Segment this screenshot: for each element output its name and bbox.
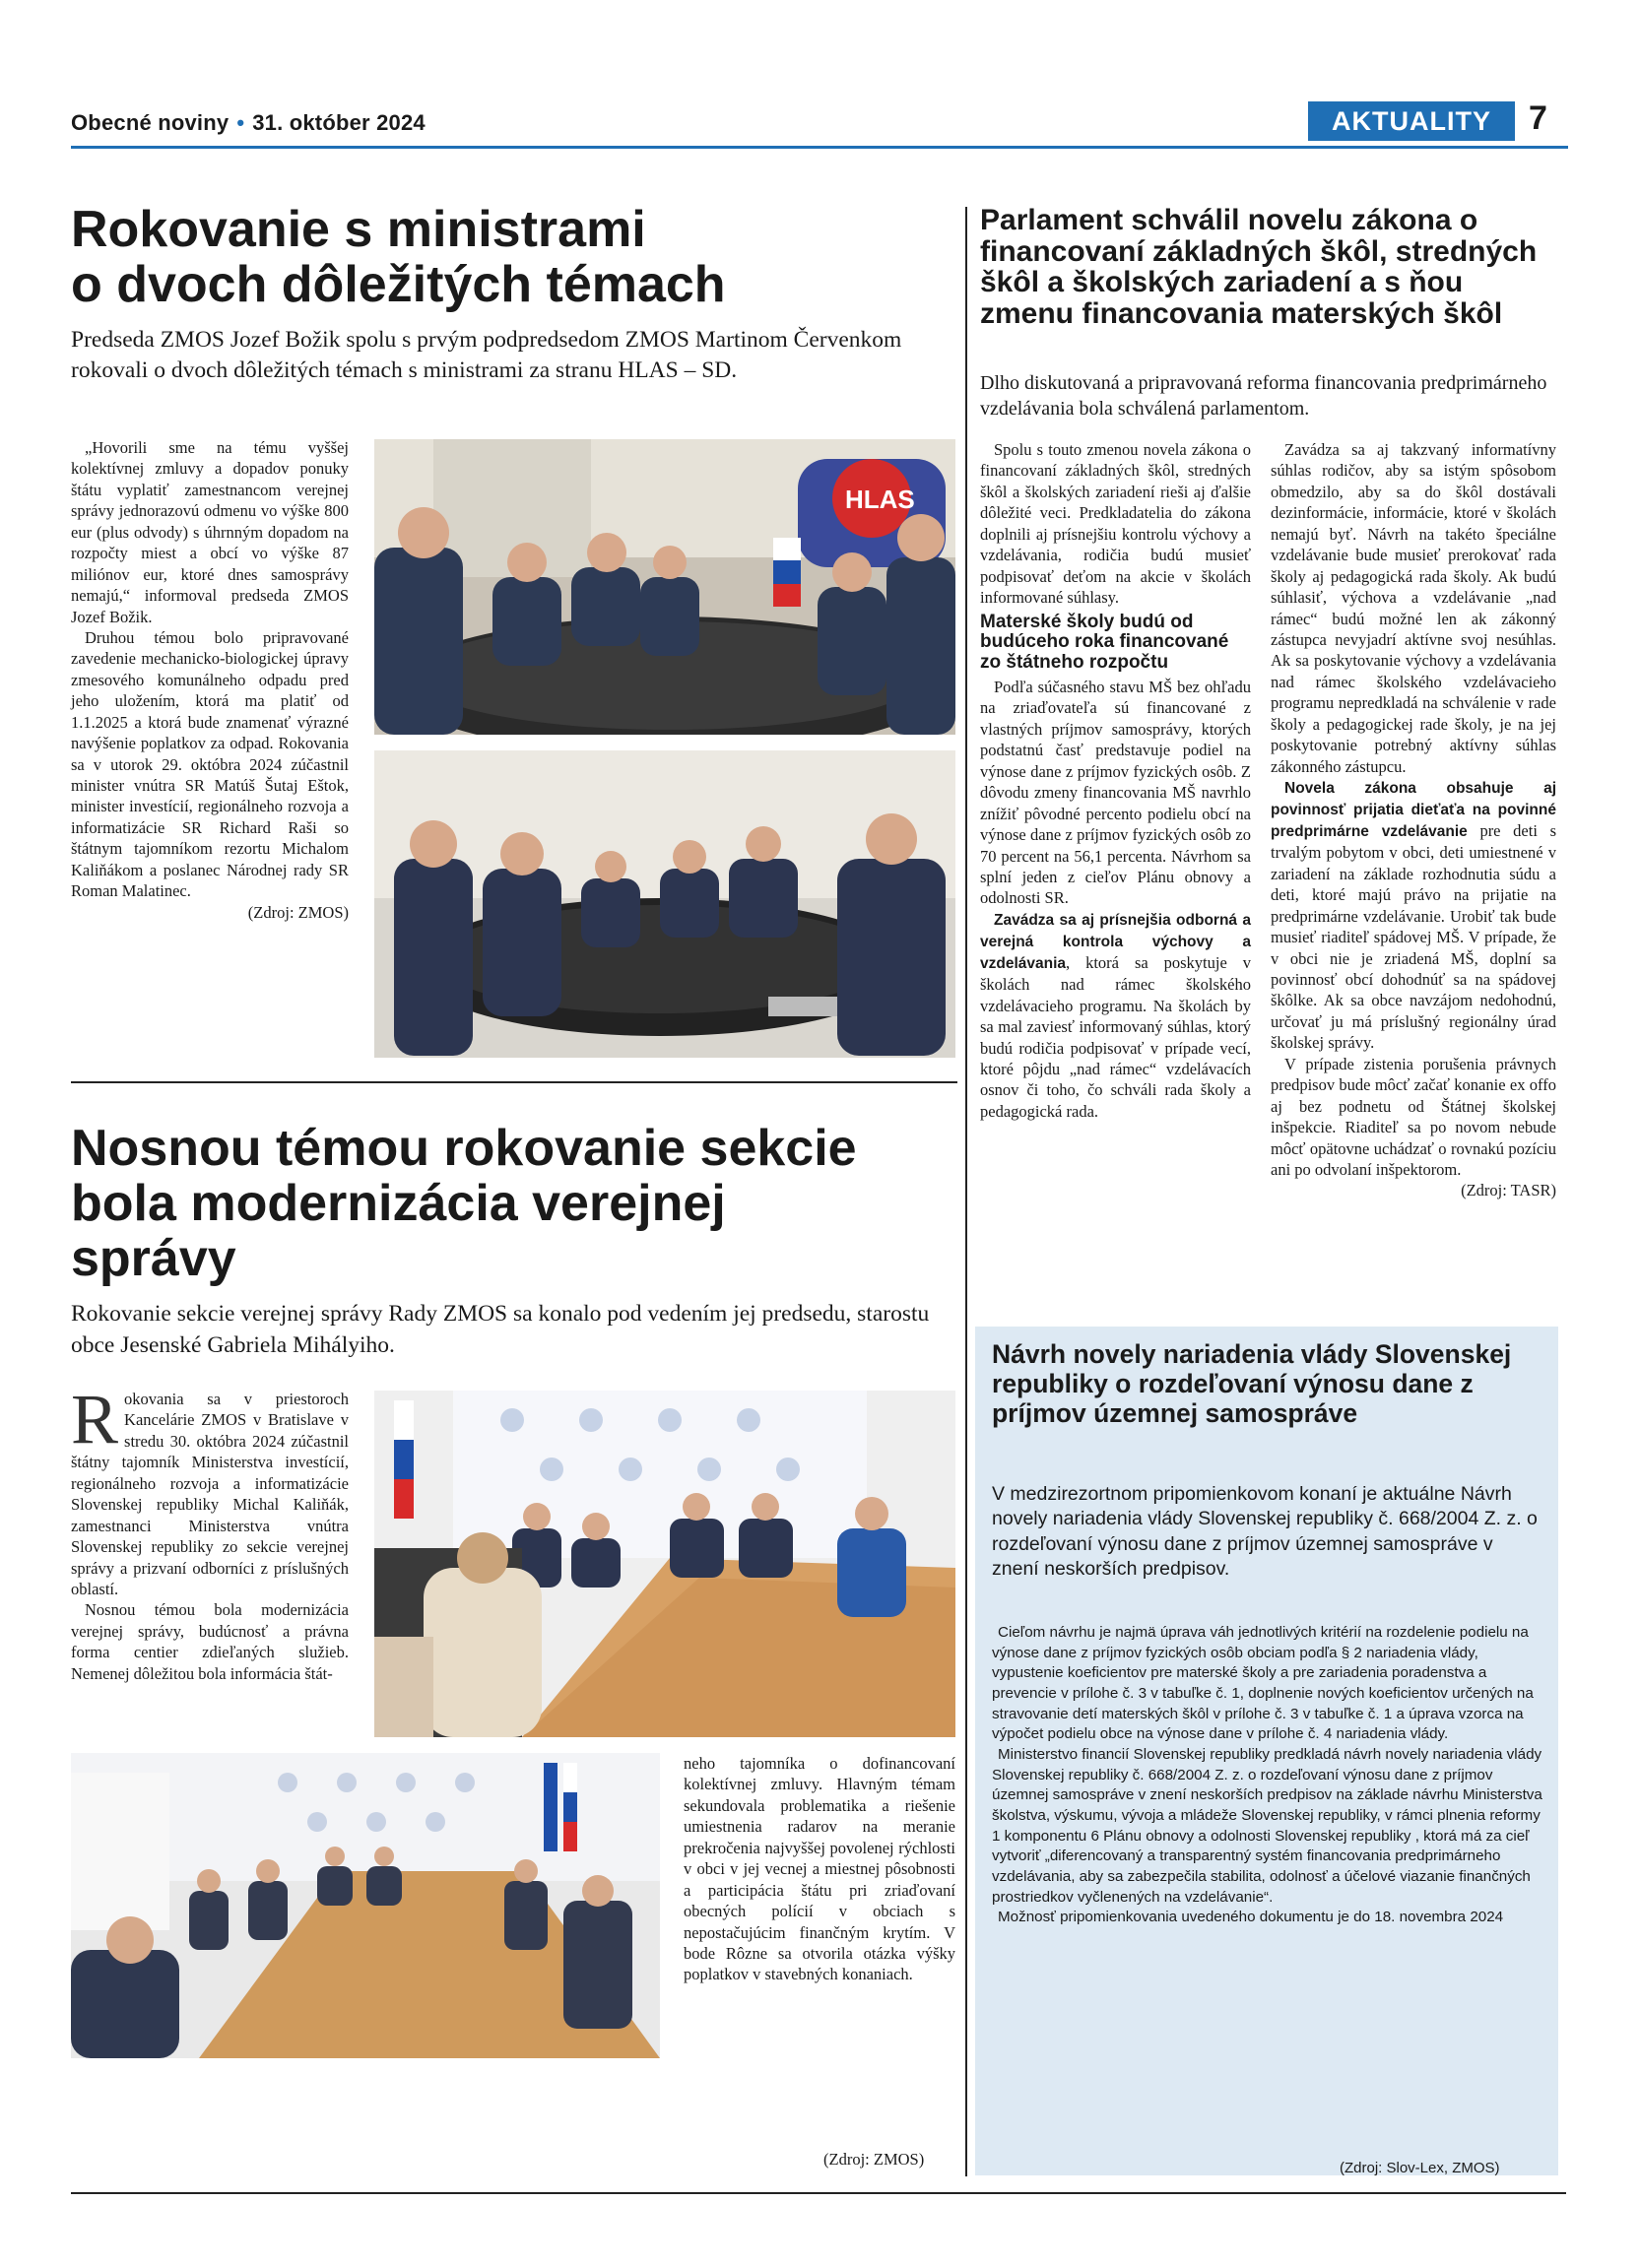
issue-date: 31. október 2024 [252, 110, 426, 135]
article3-source: (Zdroj: TASR) [1461, 1181, 1556, 1200]
article1-headline-line2: o dvoch dôležitých témach [71, 256, 726, 314]
column-divider [965, 207, 967, 2176]
article3-deck: Dlho diskutovaná a pripravovaná reforma financovania predprimárneho vzdelávania bola schválená parlamentom. [980, 372, 1547, 421]
article1-photo-2 [374, 750, 955, 1058]
article3-subhead: Materské školy budú od budúceho roka financované zo štátneho rozpočtu [980, 611, 1229, 673]
info-box-title: Návrh novely nariadenia vlády Slovenskej republiky o rozdeľovaní výnosu dane z príjmov územnej samospráve [992, 1339, 1512, 1429]
article3-paragraph: Spolu s touto zmenou novela zákona o financovaní základných škôl, stredných škôl a školských zariadení rieši aj ďalšie dôležité veci. Predkladatelia do zákona doplnili aj prísnejšiu kontrolu výchovy a vzdelávania, rodičia budú musieť podpisovať deťom na akcie v školách informované súhlasy. [980, 440, 1251, 608]
info-box-paragraph: Ministerstvo financií Slovenskej republiky predkladá návrh novely nariadenia vlády Slovenskej republiky č. 668/2004 Z. z. o rozdeľovaní výnosu dane z príjmov územnej samospráve v znení neskorších predpisov na základe návrhu Ministerstva školstva, výskumu, vývoja a mládeže Slovenskej republiky, v rámci plnenia reformy 1 komponentu 6 Plánu obnovy a odolnosti Slovenskej republiky , ktorá má za cieľ vytvoriť „diferencovaný a transparentný systém financovania predprimárneho vzdelávania, aby sa zabezpečila stabilita, odolnosť a účelové viazanie finančných prostriedkov vyčlenených na vzdelávanie“. [992, 1746, 1542, 1906]
article2-body-col1 [71, 1380, 349, 1684]
footer-rule [71, 2192, 1566, 2194]
article1-headline-line1: Rokovanie s ministrami [71, 201, 646, 258]
hlas-sign: HLAS [845, 485, 915, 514]
article3-paragraph: Zavádza sa aj prísnejšia odborná a verejná kontrola výchovy a vzdelávania, ktorá sa poskytuje v školách nad rámec školského vzdelávacieho programu. Na školách by sa mal zaviesť informovaný súhlas, ktorý budú rodičia podpisovať v prípade vecí, ktoré pôjdu „nad rámec“ vzdelávacích osnov či toho, čo schváli rada školy a pedagogická rada. [980, 911, 1251, 1121]
article3-headline: Parlament schválil novelu zákona o financovaní základných škôl, stredných škôl a školských zariadení a s ňou zmenu financovania materských škôl [980, 204, 1538, 330]
article1-headline [71, 202, 938, 312]
article2-source: (Zdroj: ZMOS) [823, 2150, 925, 2169]
article2-paragraph: neho tajomníka o dofinancovaní kolektívnej zmluvy. Hlavným témam sekundovala problematika a riešenie umiestnenia radarov na meranie prekročenia najvyššej povolenej rýchlosti v obci v jej vecnej a miestnej pôsobnosti a participácia štátu pri zriaďovaní obecných polícií v obciach s nepostačujúcim finančným krytím. V bode Rôzne sa otvorila otázka výšky poplatkov v stavebných konaniach. [684, 1754, 955, 1984]
article1-paragraph: Druhou témou bolo pripravované zavedenie mechanicko-biologickej úpravy zmesového komunálneho odpadu pred jeho uložením, ktorá ma platiť od 1.1.2025 a ktorá bude znamenať výrazné navýšenie poplatkov za odpad. Rokovania sa v utorok 29. októbra 2024 zúčastnil minister vnútra SR Matúš Šutaj Eštok, minister investícií, regionálneho rozvoja a informatizácie SR Richard Raši so štátnym tajomníkom rezortu Michalom Kaliňákom a poslanec Národnej rady SR Roman Malatinec. [71, 627, 349, 901]
article1-paragraph: „Hovorili sme na tému vyššej kolektívnej zmluvy a dopadov ponuky štátu vyplatiť zamestnancom verejnej správy jednorazovú odmenu vo výške 800 eur (plus odvody) s úhrnným dopadom na rozpočty miest a obcí vo výške 87 miliónov eur, ktoré dnes samosprávy nemajú,“ informoval predseda ZMOS Jozef Božik. [71, 438, 349, 626]
header-rule [71, 146, 1568, 149]
article3-paragraph: V prípade zistenia porušenia právnych predpisov bude môcť začať konanie ex offo aj bez podnetu od Štátnej školskej inšpekcie. Riaditeľ sa po novom nebude môcť opätovne uchádzať o rovnakú pozíciu ani po odvolaní inšpektorom. [1271, 1054, 1556, 1179]
info-box-source: (Zdroj: Slov-Lex, ZMOS) [1340, 2160, 1500, 2176]
article2-paragraph: Rokovania sa v priestoroch Kancelárie ZMOS v Bratislave v stredu 30. októbra 2024 zúčastnil štátny tajomník Ministerstva investícií, regionálneho rozvoja a informatizácie Slovenskej republiky Michal Kaliňák, zamestnanci Ministerstva vnútra Slovenskej republiky zo sekcie verejnej správy a prizvaní odborníci z príslušných oblastí. [71, 1380, 349, 1598]
article2-headline-line3: správy [71, 1230, 236, 1288]
info-box-paragraph: Možnosť pripomienkovania uvedeného dokumentu je do 18. novembra 2024 [998, 1909, 1504, 1926]
info-box-body [992, 1623, 1548, 1928]
article2-headline [71, 1121, 938, 1286]
section-divider [71, 1081, 957, 1083]
article2-body-col2 [684, 1753, 955, 1985]
article2-photo-1 [374, 1391, 955, 1737]
article2-deck: Rokovanie sekcie verejnej správy Rady ZMOS sa konalo pod vedením jej predsedu, starostu obce Jesenské Gabriela Mihályiho. [71, 1301, 930, 1359]
article2-headline-line2: bola modernizácia verejnej [71, 1175, 726, 1233]
publication-header [71, 110, 426, 136]
article1-deck: Predseda ZMOS Jozef Božik spolu s prvým podpredsedom ZMOS Martinom Červenkom rokovali o dvoch dôležitých témach s ministrami za stranu HLAS – SD. [71, 327, 902, 383]
separator-dot: • [236, 110, 245, 135]
article3-body-col2 [1271, 439, 1556, 1201]
article2-paragraph: Nosnou témou bola modernizácia verejnej správy, budúcnosť a právna forma centier zdieľaných služieb. Nemenej dôležitou bola informácia štát- [71, 1600, 349, 1683]
info-box-paragraph: Cieľom návrhu je najmä úprava váh jednotlivých kritérií na rozdelenie podielu na výnose dane z príjmov fyzických osôb obciam podľa § 2 nariadenia vlády, vypustenie koeficientov pre materské školy a pre zariadenia poradenstva a prevencie v prílohe č. 3 v tabuľke č. 1, doplnenie nových koeficientov určených na stravovanie detí materských škôl v prílohe č. 3 v tabuľke č. 1 a úprava vzorca na výpočet podielu obce na výnose dane v prílohe č. 4 nariadenia vlády. [992, 1624, 1534, 1743]
article3-paragraph: Podľa súčasného stavu MŠ bez ohľadu na zriaďovateľa sú financované z vlastných príjmov samosprávy, ktorých podstatnú časť predstavuje podiel na výnose dane z príjmov fyzických osôb. Z dôvodu zmeny financovania MŠ navrhlo znížiť pôvodné percento podielu obcí na výnose dane z príjmov fyzických osôb zo 70 percent na 56,1 percenta. Návrhom sa splní jeden z cieľov Plánu obnovy a odolnosti SR. [980, 678, 1251, 908]
article3-paragraph: Zavádza sa aj takzvaný informatívny súhlas rodičov, aby sa istým spôsobom obmedzilo, aby sa do škôl dostávali dezinformácie, informácie, ktoré v školách nemajú byť. Návrh na takéto špeciálne vzdelávanie bude musieť prerokovať rada školy aj pedagogická rada školy. Ak budú súhlasiť, výchova a vzdelávanie „nad rámec“ budú možné len ak zákonný zástupca nevyjadrí aktívne svoj nesúhlas. Ak sa poskytovanie výchovy a vzdelávania nad rámec školského vzdelávacieho programu nepredkladá na schválenie v rade školy a pedagogickej rade školy, je na jej poskytovanie potrebný aktívny súhlas zákonného zástupcu. [1271, 440, 1556, 776]
dropcap: R [71, 1380, 119, 1458]
article2-headline-line1: Nosnou témou rokovanie sekcie [71, 1120, 857, 1177]
article2-photo-2 [71, 1753, 660, 2058]
publication-name: Obecné noviny [71, 110, 230, 135]
article1-body [71, 437, 349, 923]
article1-photo-1 [374, 439, 955, 735]
page-number: 7 [1529, 99, 1547, 137]
info-box-lead: V medzirezortnom pripomienkovom konaní je aktuálne Návrh novely nariadenia vlády Slovenskej republiky č. 668/2004 Z. z. o rozdeľovaní výnosu dane z príjmov územnej samospráve v znení neskorších predpisov. [992, 1483, 1538, 1581]
article3-body-col1 [980, 439, 1251, 1122]
article3-paragraph: Novela zákona obsahuje aj povinnosť prijatia dieťaťa na povinné predprimárne vzdelávanie pre deti s trvalým pobytom v obci, deti umiestnené v zariadení na základe rozhodnutia súdu a deti, ktoré majú právo na prijatie na predprimárne vzdelávanie. Urobiť tak bude musieť riaditeľ spádovej MŠ. V prípade, že v obci nie je zriadená MŠ, doplní sa povinnosť obcí dohodnúť sa na spádovej škôlke. Ak sa obce navzájom nedohodnú, určovať ju má príslušný regionálny úrad školskej správy. [1271, 780, 1556, 1053]
section-label: AKTUALITY [1308, 101, 1515, 141]
article1-source: (Zdroj: ZMOS) [247, 902, 349, 922]
